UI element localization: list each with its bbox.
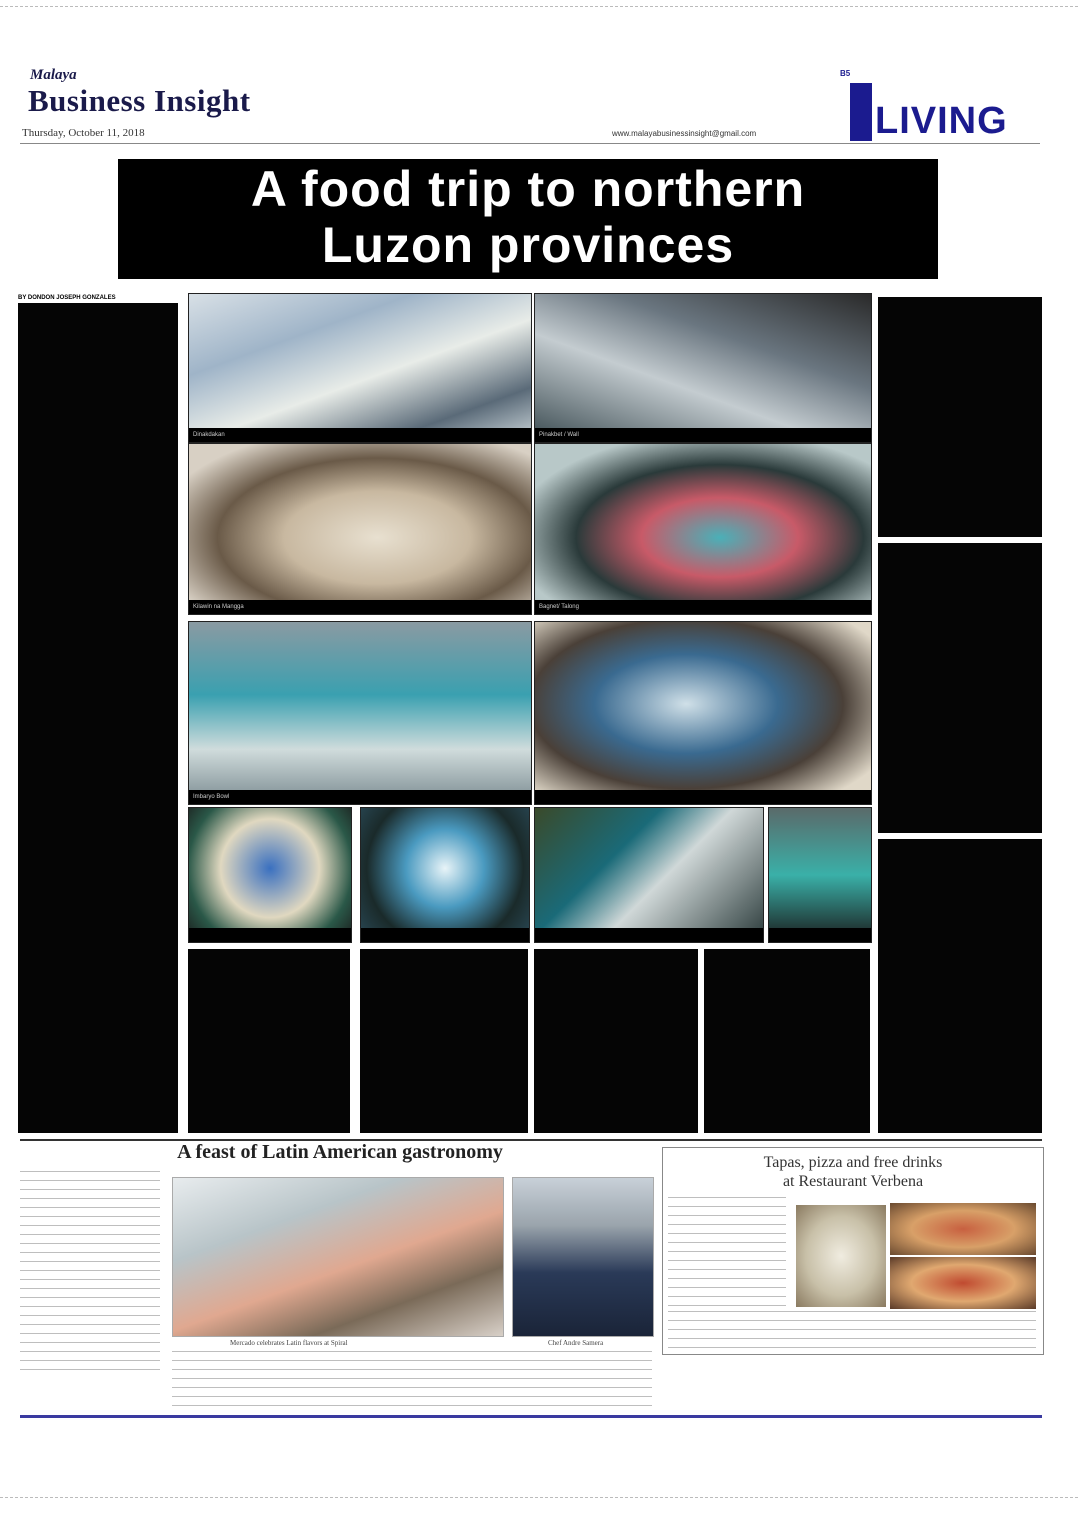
photo-caption (189, 928, 351, 942)
publication-tagline: Malaya (30, 67, 77, 83)
article-column-right-3 (878, 839, 1042, 1133)
feast-text-column (20, 1171, 160, 1371)
article-column-bottom-4 (704, 949, 870, 1133)
photo-caption: Pinakbet / Wall (535, 428, 871, 442)
feast-photo-chef (512, 1177, 654, 1337)
issue-date: Thursday, October 11, 2018 (22, 127, 145, 139)
photo-caption (535, 928, 763, 942)
page-number: B5 (840, 69, 851, 78)
article-column-left (18, 303, 178, 1133)
section-bar-icon (850, 83, 872, 141)
photo-dinakdakan (188, 293, 532, 443)
chef-photo-caption: Chef Andre Samera (548, 1339, 604, 1347)
photo-small-1 (188, 807, 352, 943)
photo-pinakbet (534, 293, 872, 443)
section-label: LIVING (850, 83, 1008, 145)
main-headline (118, 159, 938, 279)
photo-small-3 (534, 807, 764, 943)
photo-kilawin (188, 443, 532, 615)
photo-imbaryo-bowl (188, 621, 532, 805)
photo-small-2 (360, 807, 530, 943)
photo-caption: Bagnet/ Talong (535, 600, 871, 614)
article-column-bottom-1 (188, 949, 350, 1133)
photo-platter (534, 621, 872, 805)
newspaper-page (0, 6, 1078, 1498)
article-column-bottom-2 (360, 949, 528, 1133)
photo-caption: Imbaryo Bowl (189, 790, 531, 804)
tapas-headline-line-2: at Restaurant Verbena (782, 1173, 924, 1190)
article-text-block (18, 303, 178, 309)
tapas-headline-line-1: Tapas, pizza and free drinks (763, 1154, 943, 1171)
headline-line-1: A food trip to northern (250, 161, 806, 217)
photo-bagnet (534, 443, 872, 615)
tapas-photo-pizza-2 (890, 1257, 1036, 1309)
photo-caption (535, 790, 871, 804)
tapas-photo-pizza-1 (890, 1203, 1036, 1255)
photo-caption (361, 928, 529, 942)
feast-text-bottom (172, 1351, 652, 1407)
photo-small-4 (768, 807, 872, 943)
publication-email: www.malayabusinessinsight@gmail.com (612, 129, 757, 138)
tapas-photo-flatbread (796, 1205, 886, 1307)
byline: BY DONDON JOSEPH GONZALES (18, 295, 116, 301)
photo-caption: Dinakdakan (189, 428, 531, 442)
photo-caption: Kilawin na Mangga (189, 600, 531, 614)
feast-photo-caption: Mercado celebrates Latin flavors at Spiral (230, 1339, 348, 1347)
feast-photo-table (172, 1177, 504, 1337)
tapas-headline (672, 1153, 1034, 1191)
page-bottom-rule (20, 1415, 1042, 1418)
publication-name: Business Insight (28, 83, 251, 118)
article-column-right-2 (878, 543, 1042, 833)
masthead-rule (20, 143, 1040, 144)
article-column-bottom-3 (534, 949, 698, 1133)
photo-caption (769, 928, 871, 942)
headline-line-2: Luzon provinces (321, 217, 735, 273)
tapas-text-bottom (668, 1311, 1036, 1349)
article-column-right-1 (878, 297, 1042, 537)
feast-headline: A feast of Latin American gastronomy (177, 1141, 503, 1163)
tapas-text-column (668, 1197, 786, 1307)
